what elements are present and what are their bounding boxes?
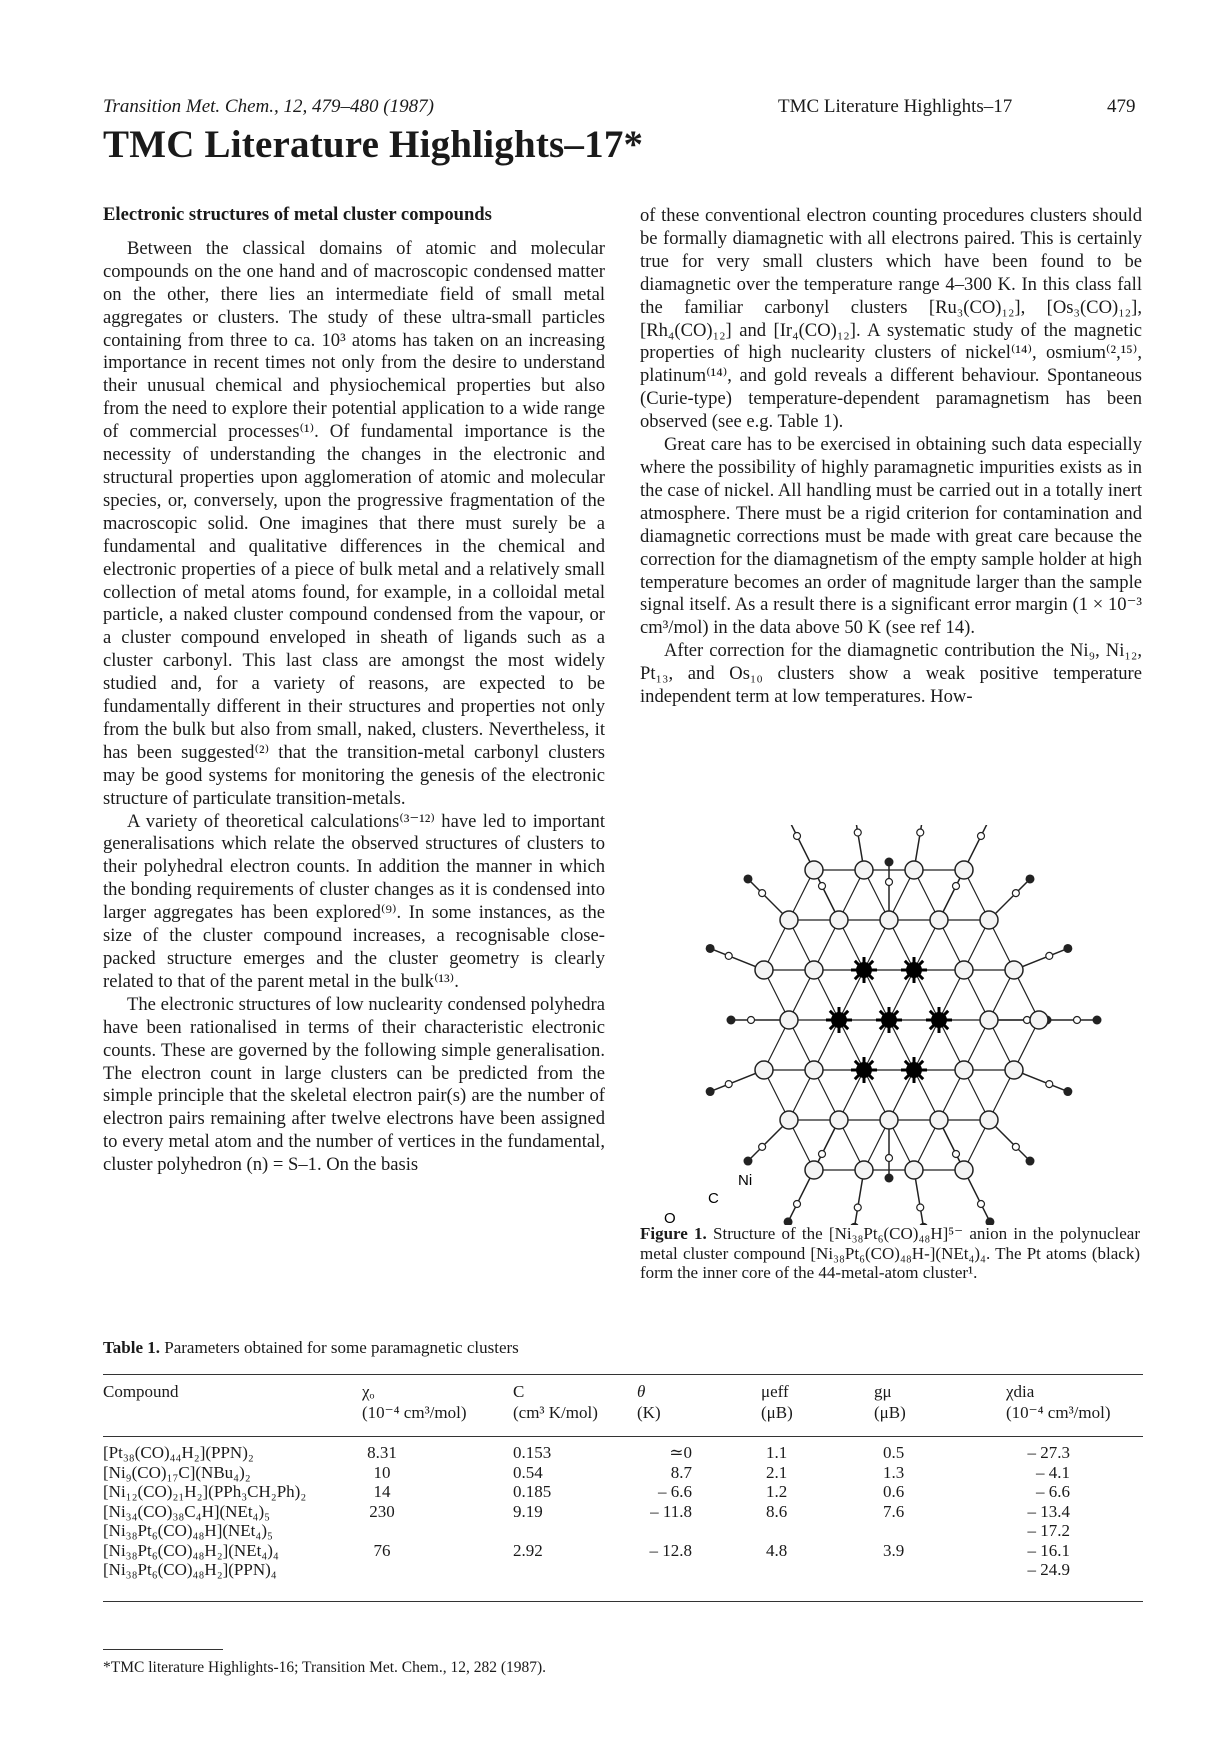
table-header-chi0-unit: (10⁻⁴ cm³/mol) — [362, 1403, 467, 1422]
table-cell: 10 — [373, 1462, 391, 1482]
table-caption-label: Table 1. — [103, 1338, 161, 1357]
table-header-c: C — [513, 1382, 525, 1401]
table-cell: – 4.1 — [1036, 1462, 1070, 1482]
table-cell: 14 — [373, 1482, 391, 1501]
table-cell: 8.7 — [670, 1462, 692, 1482]
figure-caption-label: Figure 1. — [640, 1224, 707, 1243]
footnote: *TMC literature Highlights-16; Transition Met. Chem., 12, 282 (1987). — [103, 1659, 547, 1676]
table-header-gmu-unit: (μB) — [874, 1403, 906, 1422]
table-cell: 0.6 — [883, 1482, 905, 1501]
table-cell: – 13.4 — [1027, 1501, 1070, 1521]
table-cell: 2.1 — [766, 1462, 788, 1482]
table-cell: 8.31 — [367, 1443, 397, 1462]
table-cell: 9.19 — [513, 1501, 543, 1521]
label-ni: Ni — [738, 1172, 753, 1189]
table-cell: 1.1 — [766, 1443, 788, 1462]
table-cell: – 17.2 — [1027, 1521, 1070, 1540]
right-paragraph-1: of these conventional electron counting procedures clusters should be formally diamagnetic with all electrons paired. This is certainly true for very small clusters which have been found to be diamagnetic over the temperature range 4–300 K. In this class fall the familiar carbonyl clusters [Ru₃(CO)₁₂], [Os₃(CO)₁₂], [Rh₄(CO)₁₂] and [Ir₄(CO)₁₂]. A systematic study of the magnetic properties of high nuclearity clusters of nickel⁽¹⁴⁾, osmium⁽²,¹⁵⁾, platinum⁽¹⁴⁾, and gold reveals a different behaviour. Spontaneous (Curie-type) temperature-dependent paramagnetism has been observed (see e.g. Table 1). — [640, 205, 1142, 433]
table-cell: – 11.8 — [650, 1501, 692, 1521]
table-cell: 4.8 — [766, 1540, 788, 1560]
table-header-chi0: χₒ — [362, 1382, 375, 1401]
table-cell: 230 — [369, 1501, 395, 1521]
table-header-chidia: χdia — [1006, 1382, 1035, 1401]
page-number: 479 — [1107, 96, 1136, 117]
table-cell: – 12.8 — [649, 1540, 692, 1560]
table-cell: 0.5 — [883, 1443, 905, 1462]
table-cell: – 16.1 — [1027, 1540, 1070, 1560]
table-cell: 1.3 — [883, 1462, 905, 1482]
table-cell: [Ni₃₄(CO)₃₈C₄H](NEt₄)₅ — [103, 1501, 271, 1521]
table-cell: [Ni₉(CO)₁₇C](NBu₄)₂ — [103, 1462, 251, 1482]
right-paragraph-2: Great care has to be exercised in obtaining such data especially where the possibility of highly paramagnetic impurities exists as in the case of nickel. All handling must be carried out in a totally inert atmosphere. There must be a rigid criterion for contamination and diamagnetic corrections must be made with great care because the correction for the diamagnetism of the empty sample holder at high temperature becomes an order of magnitude larger than the sample signal itself. As a result there is a significant error margin (1 × 10⁻³ cm³/mol) in the data above 50 K (see ref 14). — [640, 434, 1142, 639]
table-header-mueff-unit: (μB) — [761, 1403, 793, 1422]
table-header-c-unit: (cm³ K/mol) — [513, 1403, 598, 1422]
running-title: TMC Literature Highlights–17 — [778, 96, 1013, 117]
right-paragraph-3: After correction for the diamagnetic contribution the Ni₉, Ni₁₂, Pt₁₃, and Os₁₀ clusters show a weak positive temperature independent term at low temperatures. How- — [640, 640, 1142, 708]
table-cell: 0.54 — [513, 1462, 543, 1482]
table-cell: ≃0 — [669, 1443, 692, 1462]
table-cell: 1.2 — [766, 1482, 788, 1501]
table-cell: 7.6 — [883, 1501, 905, 1521]
table-cell: [Pt₃₈(CO)₄₄H₂](PPN)₂ — [103, 1443, 254, 1462]
left-paragraph-3: The electronic structures of low nuclearity condensed polyhedra have been rationalised in terms of their characteristic electronic counts. These are governed by the following simple generalisation. The electron count in large clusters can be predicted from the simple principle that the skeletal electron pair(s) are the number of electron pairs remaining after twelve electrons have been assigned to every metal atom and the number of vertices in the fundamental, cluster polyhedron (n) = S–1. On the basis — [103, 993, 605, 1176]
label-c: C — [708, 1190, 719, 1207]
table-cell: 0.153 — [513, 1443, 552, 1462]
table-cell: [Ni₃₈Pt₆(CO)₄₈H₂](NEt₄)₄ — [103, 1540, 279, 1560]
left-paragraph-1: Between the classical domains of atomic and molecular compounds on the one hand and of macroscopic condensed matter on the other, there lies an intermediate field of small metal aggregates or clusters. The study of these ultra-small particles containing from three to ca. 10³ atoms has taken on an increasing importance in recent times not only from the desire to understand their unusual chemical and physiochemical properties but also from the need to explore their potential application to a wide range of commercial processes⁽¹⁾. Of fundamental importance is the necessity of understanding the changes in the electronic and structural properties upon agglomeration of atomic and molecular species, or, conversely, upon the progressive fragmentation of the macroscopic solid. One imagines that there must surely be a fundamental and qualitative differences in the chemical and electronic properties of a piece of bulk metal and a relatively small collection of metal atoms found, for example, in a colloidal metal particle, a naked cluster compound condensed from the vapour, or a cluster compound enveloped in sheath of ligands such as a cluster carbonyl. This last class are amongst the most widely studied and, for a variety of reasons, are expected to be fundamentally different in their structures and properties not only from the bulk but also from small, naked, clusters. Nevertheless, it has been suggested⁽²⁾ that the transition-metal carbonyl clusters may be good systems for monitoring the genesis of the electronic structure of particulate transition-metals. — [103, 237, 605, 809]
table-cell: – 27.3 — [1027, 1443, 1070, 1462]
table-header-chidia-unit: (10⁻⁴ cm³/mol) — [1006, 1403, 1111, 1422]
table-cell: 2.92 — [513, 1540, 543, 1560]
table-header-theta-unit: (K) — [637, 1403, 661, 1422]
table-header-gmu: gμ — [874, 1382, 892, 1401]
figure-caption-text: Structure of the [Ni₃₈Pt₆(CO)₄₈H]⁵⁻ anion in the polynuclear metal cluster compound [Ni₃₈Pt₆(CO)₄₈H-](NEt₄)₄. The Pt atoms (black) form the inner core of the 44-metal-atom cluster¹. — [640, 1224, 1140, 1283]
table-header-compound: Compound — [103, 1382, 179, 1401]
table-cell: 3.9 — [883, 1540, 905, 1560]
journal-citation: Transition Met. Chem., 12, 479–480 (1987) — [103, 96, 434, 117]
table-cell: 0.185 — [513, 1482, 552, 1501]
table-cell: 76 — [373, 1540, 391, 1560]
table-header-mueff: μeff — [761, 1382, 789, 1401]
label-o: O — [664, 1210, 676, 1225]
table-cell: – 6.6 — [1036, 1482, 1070, 1501]
table-cell: [Ni₁₂(CO)₂₁H₂](PPh₃CH₂Ph)₂ — [103, 1482, 307, 1501]
left-paragraph-2: A variety of theoretical calculations⁽³⁻¹²⁾ have led to important generalisations which relate the observed structures of clusters to their polyhedral electron counts. In addition the manner in which the bonding requirements of cluster changes as it is condensed into larger aggregates has been explored⁽⁹⁾. In some instances, as the size of the cluster compound increases, a recognisable close-packed structure emerges and the cluster geometry is clearly related to that of the parent metal in the bulk⁽¹³⁾. — [103, 810, 605, 992]
table-cell: – 24.9 — [1027, 1560, 1070, 1579]
table-cell: 8.6 — [766, 1501, 788, 1521]
table-cell: [Ni₃₈Pt₆(CO)₄₈H₂](PPN)₄ — [103, 1560, 277, 1579]
page-title: TMC Literature Highlights–17* — [103, 123, 644, 166]
table-header-theta: θ — [637, 1382, 646, 1401]
table-caption-text: Parameters obtained for some paramagnetic clusters — [164, 1338, 519, 1357]
table-cell: [Ni₃₈Pt₆(CO)₄₈H](NEt₄)₅ — [103, 1521, 273, 1540]
footnote-rule — [103, 1649, 223, 1650]
section-heading: Electronic structures of metal cluster compounds — [103, 204, 492, 225]
table-cell: – 6.6 — [658, 1482, 692, 1501]
